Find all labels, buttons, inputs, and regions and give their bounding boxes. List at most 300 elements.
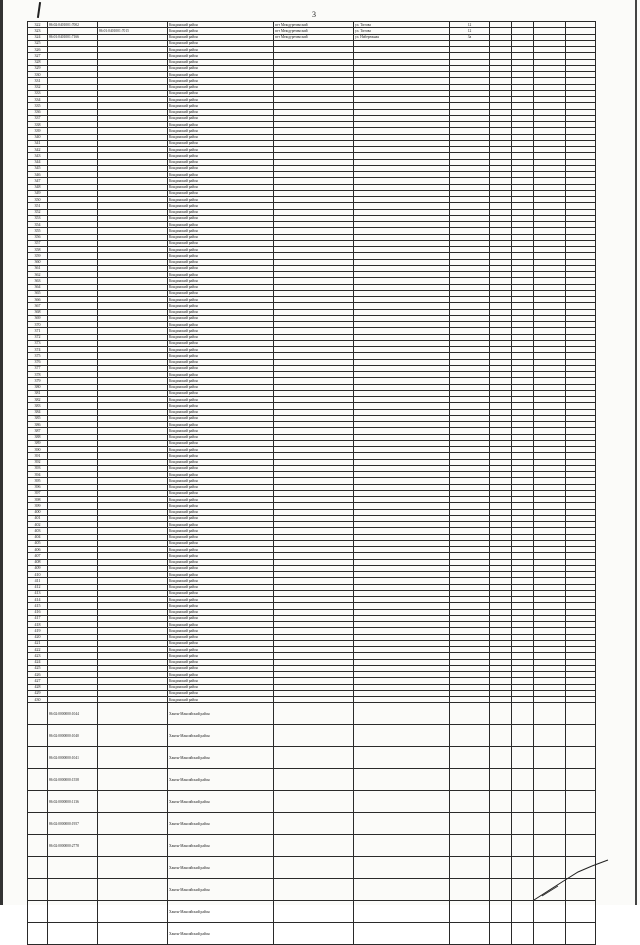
- table-cell: [450, 725, 490, 747]
- table-cell: [490, 725, 512, 747]
- table-cell: Ханты-Мансийский район: [168, 857, 274, 879]
- table-cell: Кондинский район: [168, 203, 274, 209]
- table-cell: [566, 923, 596, 945]
- table-cell: [512, 747, 534, 769]
- row-number-cell: 362: [28, 272, 48, 278]
- table-cell: Кондинский район: [168, 303, 274, 309]
- table-row-tall: [28, 791, 596, 813]
- table-cell: [566, 901, 596, 923]
- table-cell: Кондинский район: [168, 428, 274, 434]
- row-number-cell: 404: [28, 534, 48, 540]
- table-cell: Кондинский район: [168, 22, 274, 28]
- table-cell: 86:01:0401001:7015: [98, 28, 168, 34]
- table-cell: Кондинский район: [168, 397, 274, 403]
- table-cell: [534, 769, 566, 791]
- table-cell: [274, 703, 354, 725]
- table-row-tall: [28, 747, 596, 769]
- table-cell: [512, 879, 534, 901]
- table-row-tall: [28, 901, 596, 923]
- row-number-cell: 408: [28, 559, 48, 565]
- row-number-cell: 369: [28, 315, 48, 321]
- table-cell: Кондинский район: [168, 478, 274, 484]
- register-table-body: [28, 22, 596, 945]
- table-cell: [98, 725, 168, 747]
- row-number-cell: 370: [28, 322, 48, 328]
- table-cell: [566, 769, 596, 791]
- table-cell: [48, 857, 98, 879]
- table-cell: Кондинский район: [168, 28, 274, 34]
- table-cell: Кондинский район: [168, 528, 274, 534]
- table-cell: Кондинский район: [168, 40, 274, 46]
- row-number-cell: 343: [28, 153, 48, 159]
- table-cell: Кондинский район: [168, 309, 274, 315]
- table-cell: [354, 923, 450, 945]
- row-number-cell: 382: [28, 397, 48, 403]
- table-row-tall: [28, 923, 596, 945]
- table-cell: Кондинский район: [168, 209, 274, 215]
- row-number-cell: 374: [28, 347, 48, 353]
- table-cell: [354, 901, 450, 923]
- row-number-cell: 394: [28, 472, 48, 478]
- row-number-cell: 385: [28, 415, 48, 421]
- table-cell: [490, 791, 512, 813]
- row-number-cell: 388: [28, 434, 48, 440]
- table-cell: [490, 901, 512, 923]
- table-cell: [450, 857, 490, 879]
- table-cell: Кондинский район: [168, 415, 274, 421]
- row-number-cell: [28, 901, 48, 923]
- table-cell: Кондинский район: [168, 365, 274, 371]
- table-cell: Кондинский район: [168, 147, 274, 153]
- row-number-cell: [28, 835, 48, 857]
- row-number-cell: 401: [28, 515, 48, 521]
- row-number-cell: 332: [28, 84, 48, 90]
- row-number-cell: 337: [28, 115, 48, 121]
- table-cell: Кондинский район: [168, 453, 274, 459]
- row-number-cell: 340: [28, 134, 48, 140]
- row-number-cell: 336: [28, 109, 48, 115]
- row-number-cell: 389: [28, 440, 48, 446]
- table-cell: Кондинский район: [168, 640, 274, 646]
- table-cell: [98, 835, 168, 857]
- table-cell: Кондинский район: [168, 84, 274, 90]
- row-number-cell: 390: [28, 447, 48, 453]
- table-cell: Кондинский район: [168, 78, 274, 84]
- row-number-cell: 371: [28, 328, 48, 334]
- row-number-cell: 335: [28, 103, 48, 109]
- table-cell: Кондинский район: [168, 172, 274, 178]
- table-cell: [512, 791, 534, 813]
- row-number-cell: 353: [28, 215, 48, 221]
- row-number-cell: 354: [28, 222, 48, 228]
- row-number-cell: 412: [28, 584, 48, 590]
- table-cell: Кондинский район: [168, 215, 274, 221]
- table-cell: [354, 703, 450, 725]
- row-number-cell: 421: [28, 640, 48, 646]
- row-number-cell: 341: [28, 140, 48, 146]
- table-cell: Кондинский район: [168, 222, 274, 228]
- table-cell: Кондинский район: [168, 153, 274, 159]
- table-cell: [450, 747, 490, 769]
- table-cell: Ханты-Мансийский район: [168, 901, 274, 923]
- row-number-cell: 424: [28, 659, 48, 665]
- table-cell: [450, 769, 490, 791]
- table-cell: Кондинский район: [168, 134, 274, 140]
- row-number-cell: 346: [28, 172, 48, 178]
- table-cell: Ханты-Мансийский район: [168, 923, 274, 945]
- table-cell: Кондинский район: [168, 422, 274, 428]
- row-number-cell: 402: [28, 522, 48, 528]
- table-cell: [512, 813, 534, 835]
- table-cell: [98, 923, 168, 945]
- row-number-cell: [28, 923, 48, 945]
- table-cell: Кондинский район: [168, 184, 274, 190]
- table-cell: [534, 703, 566, 725]
- table-cell: [98, 901, 168, 923]
- row-number-cell: 378: [28, 372, 48, 378]
- row-number-cell: 406: [28, 547, 48, 553]
- row-number-cell: 413: [28, 590, 48, 596]
- table-cell: [354, 769, 450, 791]
- table-cell: [450, 901, 490, 923]
- row-number-cell: 328: [28, 59, 48, 65]
- row-number-cell: 415: [28, 603, 48, 609]
- row-number-cell: [28, 703, 48, 725]
- row-number-cell: 429: [28, 690, 48, 696]
- row-number-cell: 396: [28, 484, 48, 490]
- table-cell: Кондинский район: [168, 490, 274, 496]
- table-cell: Кондинский район: [168, 122, 274, 128]
- table-cell: [48, 879, 98, 901]
- row-number-cell: 350: [28, 197, 48, 203]
- table-row-tall: [28, 703, 596, 725]
- table-cell: Ханты-Мансийский район: [168, 835, 274, 857]
- table-cell: 86:02:0000000:1040: [48, 725, 98, 747]
- table-cell: Кондинский район: [168, 665, 274, 671]
- row-number-cell: 333: [28, 90, 48, 96]
- table-cell: [566, 835, 596, 857]
- table-cell: Кондинский район: [168, 284, 274, 290]
- row-number-cell: 375: [28, 353, 48, 359]
- table-cell: 86:02:0000000:1957: [48, 813, 98, 835]
- table-cell: Кондинский район: [168, 190, 274, 196]
- table-cell: Кондинский район: [168, 584, 274, 590]
- table-cell: [490, 813, 512, 835]
- row-number-cell: 368: [28, 309, 48, 315]
- row-number-cell: 416: [28, 609, 48, 615]
- row-number-cell: 360: [28, 259, 48, 265]
- table-cell: Кондинский район: [168, 622, 274, 628]
- table-cell: Кондинский район: [168, 534, 274, 540]
- table-cell: [354, 747, 450, 769]
- table-cell: Кондинский район: [168, 109, 274, 115]
- row-number-cell: 414: [28, 597, 48, 603]
- row-number-cell: 427: [28, 678, 48, 684]
- row-number-cell: 334: [28, 97, 48, 103]
- row-number-cell: 425: [28, 665, 48, 671]
- table-cell: 12: [450, 28, 490, 34]
- table-row-tall: [28, 769, 596, 791]
- table-cell: [512, 901, 534, 923]
- row-number-cell: 366: [28, 297, 48, 303]
- table-cell: Кондинский район: [168, 328, 274, 334]
- table-cell: Кондинский район: [168, 647, 274, 653]
- table-cell: Кондинский район: [168, 334, 274, 340]
- table-cell: [566, 813, 596, 835]
- table-cell: Кондинский район: [168, 253, 274, 259]
- table-cell: Кондинский район: [168, 597, 274, 603]
- row-number-cell: 400: [28, 509, 48, 515]
- table-cell: [354, 791, 450, 813]
- row-number-cell: 410: [28, 572, 48, 578]
- table-cell: Кондинский район: [168, 497, 274, 503]
- table-cell: Кондинский район: [168, 115, 274, 121]
- table-cell: Кондинский район: [168, 290, 274, 296]
- table-cell: [566, 725, 596, 747]
- table-cell: [490, 769, 512, 791]
- table-cell: Кондинский район: [168, 509, 274, 515]
- table-cell: [274, 769, 354, 791]
- table-cell: [490, 857, 512, 879]
- table-cell: Кондинский район: [168, 634, 274, 640]
- row-number-cell: 384: [28, 409, 48, 415]
- table-cell: Кондинский район: [168, 278, 274, 284]
- table-cell: Кондинский район: [168, 165, 274, 171]
- table-cell: [354, 813, 450, 835]
- table-cell: [274, 857, 354, 879]
- row-number-cell: 397: [28, 490, 48, 496]
- table-cell: Кондинский район: [168, 53, 274, 59]
- table-cell: [450, 923, 490, 945]
- table-cell: 86:02:0000000:1044: [48, 703, 98, 725]
- table-cell: [490, 703, 512, 725]
- table-cell: Кондинский район: [168, 465, 274, 471]
- table-cell: ул. Титова: [354, 22, 450, 28]
- table-cell: 86:02:0000000:1558: [48, 769, 98, 791]
- table-row-tall: [28, 813, 596, 835]
- row-number-cell: [28, 791, 48, 813]
- table-cell: Кондинский район: [168, 178, 274, 184]
- row-number-cell: 325: [28, 40, 48, 46]
- row-number-cell: 342: [28, 147, 48, 153]
- table-cell: Кондинский район: [168, 515, 274, 521]
- row-number-cell: 361: [28, 265, 48, 271]
- row-number-cell: 417: [28, 615, 48, 621]
- table-cell: Кондинский район: [168, 553, 274, 559]
- table-cell: Кондинский район: [168, 697, 274, 703]
- table-cell: [534, 835, 566, 857]
- table-cell: Кондинский район: [168, 609, 274, 615]
- table-cell: Кондинский район: [168, 615, 274, 621]
- row-number-cell: 365: [28, 290, 48, 296]
- page-number: 3: [312, 10, 316, 19]
- row-number-cell: 399: [28, 503, 48, 509]
- table-cell: Кондинский район: [168, 247, 274, 253]
- table-cell: Кондинский район: [168, 72, 274, 78]
- table-cell: Кондинский район: [168, 628, 274, 634]
- row-number-cell: 392: [28, 459, 48, 465]
- table-cell: Кондинский район: [168, 265, 274, 271]
- row-number-cell: 357: [28, 240, 48, 246]
- row-number-cell: 359: [28, 253, 48, 259]
- table-cell: Кондинский район: [168, 690, 274, 696]
- row-number-cell: 422: [28, 647, 48, 653]
- table-cell: Кондинский район: [168, 315, 274, 321]
- table-row-tall: [28, 857, 596, 879]
- row-number-cell: 324: [28, 34, 48, 40]
- row-number-cell: 386: [28, 422, 48, 428]
- table-cell: 86:01:0401001:7166: [48, 34, 98, 40]
- table-cell: 86:02:0000000:2778: [48, 835, 98, 857]
- table-row-tall: [28, 879, 596, 901]
- row-number-cell: 347: [28, 178, 48, 184]
- row-number-cell: 363: [28, 278, 48, 284]
- table-cell: пгт Междуреченский: [274, 28, 354, 34]
- row-number-cell: 355: [28, 228, 48, 234]
- register-table: [27, 21, 596, 945]
- table-cell: Кондинский район: [168, 197, 274, 203]
- table-cell: [274, 725, 354, 747]
- row-number-cell: [28, 813, 48, 835]
- table-cell: Кондинский район: [168, 565, 274, 571]
- row-number-cell: 418: [28, 622, 48, 628]
- table-cell: [98, 857, 168, 879]
- row-number-cell: 393: [28, 465, 48, 471]
- margin-mark: [37, 2, 41, 18]
- table-cell: Кондинский район: [168, 234, 274, 240]
- table-cell: Кондинский район: [168, 472, 274, 478]
- row-number-cell: 351: [28, 203, 48, 209]
- table-cell: пгт Междуреченский: [274, 22, 354, 28]
- row-number-cell: 322: [28, 22, 48, 28]
- table-cell: Ханты-Мансийский район: [168, 879, 274, 901]
- row-number-cell: [28, 725, 48, 747]
- row-number-cell: 379: [28, 378, 48, 384]
- table-cell: Кондинский район: [168, 378, 274, 384]
- scan-edge-left: [0, 0, 3, 905]
- table-cell: Кондинский район: [168, 559, 274, 565]
- table-cell: Кондинский район: [168, 522, 274, 528]
- table-cell: Кондинский район: [168, 353, 274, 359]
- table-cell: [98, 791, 168, 813]
- table-cell: Кондинский район: [168, 459, 274, 465]
- table-cell: [98, 747, 168, 769]
- table-cell: Кондинский район: [168, 653, 274, 659]
- table-row-tall: [28, 725, 596, 747]
- scan-edge-right: [635, 0, 637, 905]
- table-cell: Кондинский район: [168, 540, 274, 546]
- table-cell: Кондинский район: [168, 434, 274, 440]
- table-cell: Кондинский район: [168, 447, 274, 453]
- table-cell: Ханты-Мансийский район: [168, 769, 274, 791]
- table-cell: [274, 791, 354, 813]
- row-number-cell: [28, 879, 48, 901]
- table-cell: 86:02:0000000:1041: [48, 747, 98, 769]
- table-cell: [274, 813, 354, 835]
- table-row-tall: [28, 835, 596, 857]
- table-cell: Кондинский район: [168, 484, 274, 490]
- table-cell: Кондинский район: [168, 65, 274, 71]
- row-number-cell: 329: [28, 65, 48, 71]
- table-cell: [566, 747, 596, 769]
- table-cell: [450, 703, 490, 725]
- table-cell: [534, 791, 566, 813]
- table-cell: Кондинский район: [168, 372, 274, 378]
- table-cell: Ханты-Мансийский район: [168, 703, 274, 725]
- row-number-cell: 376: [28, 359, 48, 365]
- table-cell: Кондинский район: [168, 659, 274, 665]
- table-cell: Кондинский район: [168, 672, 274, 678]
- table-cell: [534, 901, 566, 923]
- table-cell: [450, 813, 490, 835]
- row-number-cell: 367: [28, 303, 48, 309]
- row-number-cell: 387: [28, 428, 48, 434]
- row-number-cell: 377: [28, 365, 48, 371]
- table-cell: 12: [450, 22, 490, 28]
- table-cell: Кондинский район: [168, 347, 274, 353]
- table-cell: Кондинский район: [168, 503, 274, 509]
- row-number-cell: 395: [28, 478, 48, 484]
- table-cell: [512, 769, 534, 791]
- table-cell: Кондинский район: [168, 384, 274, 390]
- table-cell: Кондинский район: [168, 34, 274, 40]
- table-cell: [48, 923, 98, 945]
- table-cell: [98, 769, 168, 791]
- table-cell: [534, 747, 566, 769]
- table-cell: ул. Титова: [354, 28, 450, 34]
- table-cell: [354, 879, 450, 901]
- row-number-cell: 380: [28, 384, 48, 390]
- table-cell: Кондинский район: [168, 578, 274, 584]
- table-cell: Кондинский район: [168, 340, 274, 346]
- table-cell: [512, 923, 534, 945]
- row-number-cell: 391: [28, 453, 48, 459]
- table-cell: [490, 923, 512, 945]
- table-cell: Кондинский район: [168, 440, 274, 446]
- row-number-cell: 352: [28, 209, 48, 215]
- table-cell: Кондинский район: [168, 90, 274, 96]
- table-cell: [48, 901, 98, 923]
- signature-scribble: [532, 858, 610, 902]
- row-number-cell: 344: [28, 159, 48, 165]
- table-cell: Кондинский район: [168, 572, 274, 578]
- table-cell: [490, 879, 512, 901]
- row-number-cell: 373: [28, 340, 48, 346]
- table-cell: ул. Набережная: [354, 34, 450, 40]
- table-cell: [512, 857, 534, 879]
- table-cell: [490, 835, 512, 857]
- table-cell: Кондинский район: [168, 603, 274, 609]
- table-cell: Кондинский район: [168, 272, 274, 278]
- row-number-cell: 381: [28, 390, 48, 396]
- row-number-cell: 356: [28, 234, 48, 240]
- table-cell: [354, 835, 450, 857]
- row-number-cell: 428: [28, 684, 48, 690]
- row-number-cell: 372: [28, 334, 48, 340]
- row-number-cell: 358: [28, 247, 48, 253]
- table-cell: Кондинский район: [168, 97, 274, 103]
- table-cell: [274, 923, 354, 945]
- row-number-cell: 426: [28, 672, 48, 678]
- table-cell: Кондинский район: [168, 322, 274, 328]
- table-cell: [450, 791, 490, 813]
- table-cell: Кондинский район: [168, 240, 274, 246]
- row-number-cell: 383: [28, 403, 48, 409]
- table-cell: Ханты-Мансийский район: [168, 791, 274, 813]
- row-number-cell: 407: [28, 553, 48, 559]
- table-cell: [274, 747, 354, 769]
- row-number-cell: [28, 857, 48, 879]
